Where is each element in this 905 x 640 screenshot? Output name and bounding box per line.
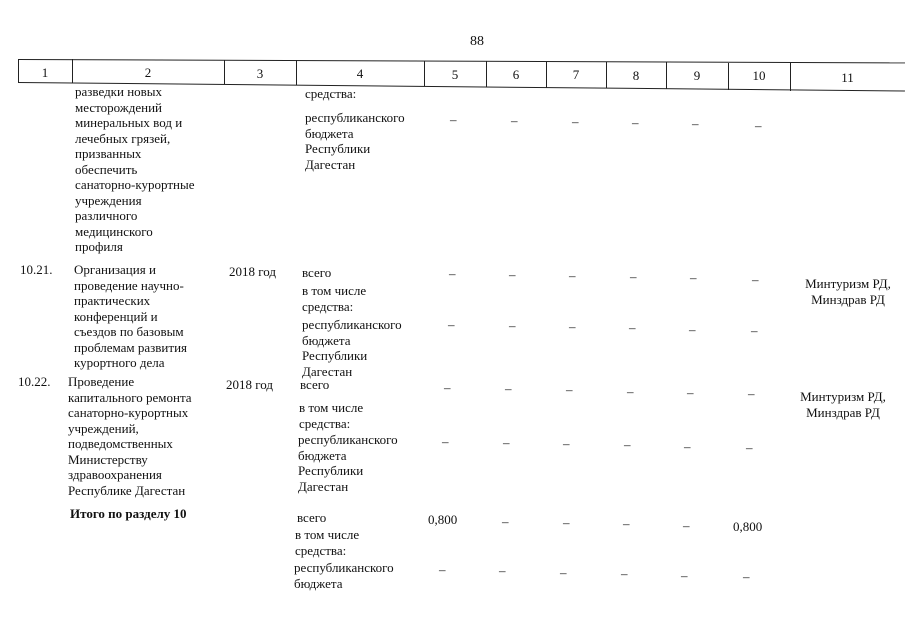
continuation-sources-head: средства: — [305, 86, 357, 101]
value-dash: – — [621, 566, 628, 581]
row-sources: республиканского бюджета Республики Дагестан — [302, 317, 402, 379]
value-dash: – — [632, 115, 639, 130]
value-dash: – — [690, 270, 697, 285]
section-total-label: Итого по разделу 10 — [70, 506, 187, 521]
header-cell: 11 — [841, 70, 854, 85]
value-dash: – — [683, 518, 690, 533]
row-name: Организация и проведение научно- практических конференций и съездов по базовым проблемам развития курортного дела — [74, 262, 188, 370]
row-total-label: всего — [297, 510, 327, 525]
value-dash: – — [681, 568, 688, 583]
value-dash: – — [563, 436, 570, 451]
row-incl: в том числе средства: — [299, 400, 364, 431]
value-dash: – — [755, 118, 762, 133]
header-cell: 5 — [451, 67, 459, 82]
value-dash: – — [511, 113, 518, 128]
page-number: 88 — [470, 34, 484, 49]
row-sources: республиканского бюджета — [294, 560, 394, 591]
row-number: 10.21. — [20, 262, 53, 277]
value-dash: – — [563, 515, 570, 530]
value-dash: – — [502, 514, 509, 529]
header-cell: 6 — [512, 67, 520, 82]
row-name: Проведение капитального ремонта санаторно-курортных учреждений, подведомственных Министерству здравоохранения Республике Дагестан — [68, 374, 192, 498]
row-year: 2018 год — [229, 264, 276, 279]
row-incl: в том числе средства: — [295, 527, 360, 558]
value-dash: – — [450, 112, 457, 127]
value-dash: – — [687, 385, 694, 400]
row-incl: в том числе средства: — [302, 283, 367, 314]
value-dash: – — [684, 439, 691, 454]
row-sources: республиканского бюджета Республики Дагестан — [298, 432, 398, 494]
value-dash: – — [624, 437, 631, 452]
value-dash: – — [505, 381, 512, 396]
value-dash: – — [566, 382, 573, 397]
row-executors: Минтуризм РД, Минздрав РД — [805, 276, 891, 307]
value-dash: – — [751, 323, 758, 338]
value-dash: – — [627, 384, 634, 399]
header-cell: 2 — [144, 65, 152, 80]
header-top-rule — [18, 59, 905, 63]
value-dash: – — [499, 563, 506, 578]
total-value: 0,800 — [428, 512, 458, 527]
header-cell: 7 — [572, 67, 580, 82]
header-cell: 4 — [356, 66, 364, 81]
continuation-name: разведки новых месторождений минеральных вод и лечебных грязей, призванных обеспечить санаторно-курортные учреждения различного медицинского профиля — [75, 84, 195, 254]
value-dash: – — [439, 562, 446, 577]
header-cell: 1 — [41, 65, 49, 80]
row-year: 2018 год — [226, 377, 273, 392]
value-dash: – — [630, 269, 637, 284]
value-dash: – — [623, 516, 630, 531]
value-dash: – — [444, 380, 451, 395]
header-cell: 3 — [256, 66, 264, 81]
value-dash: – — [509, 267, 516, 282]
header-cell: 9 — [693, 68, 701, 83]
row-total-label: всего — [302, 265, 332, 280]
header-cell: 8 — [632, 68, 640, 83]
value-dash: – — [572, 114, 579, 129]
value-dash: – — [560, 565, 567, 580]
value-dash: – — [629, 320, 636, 335]
value-dash: – — [748, 386, 755, 401]
value-dash: – — [569, 319, 576, 334]
header-cell: 10 — [752, 68, 766, 83]
value-dash: – — [448, 317, 455, 332]
row-executors: Минтуризм РД, Минздрав РД — [800, 389, 886, 420]
value-dash: – — [569, 268, 576, 283]
value-dash: – — [442, 434, 449, 449]
value-dash: – — [746, 440, 753, 455]
value-dash: – — [752, 272, 759, 287]
value-dash: – — [449, 266, 456, 281]
value-dash: – — [692, 116, 699, 131]
total-value: 0,800 — [733, 519, 763, 534]
value-dash: – — [503, 435, 510, 450]
value-dash: – — [743, 569, 750, 584]
row-total-label: всего — [300, 377, 330, 392]
value-dash: – — [509, 318, 516, 333]
continuation-sources: республиканского бюджета Республики Дагестан — [305, 110, 405, 172]
value-dash: – — [689, 322, 696, 337]
row-number: 10.22. — [18, 374, 51, 389]
